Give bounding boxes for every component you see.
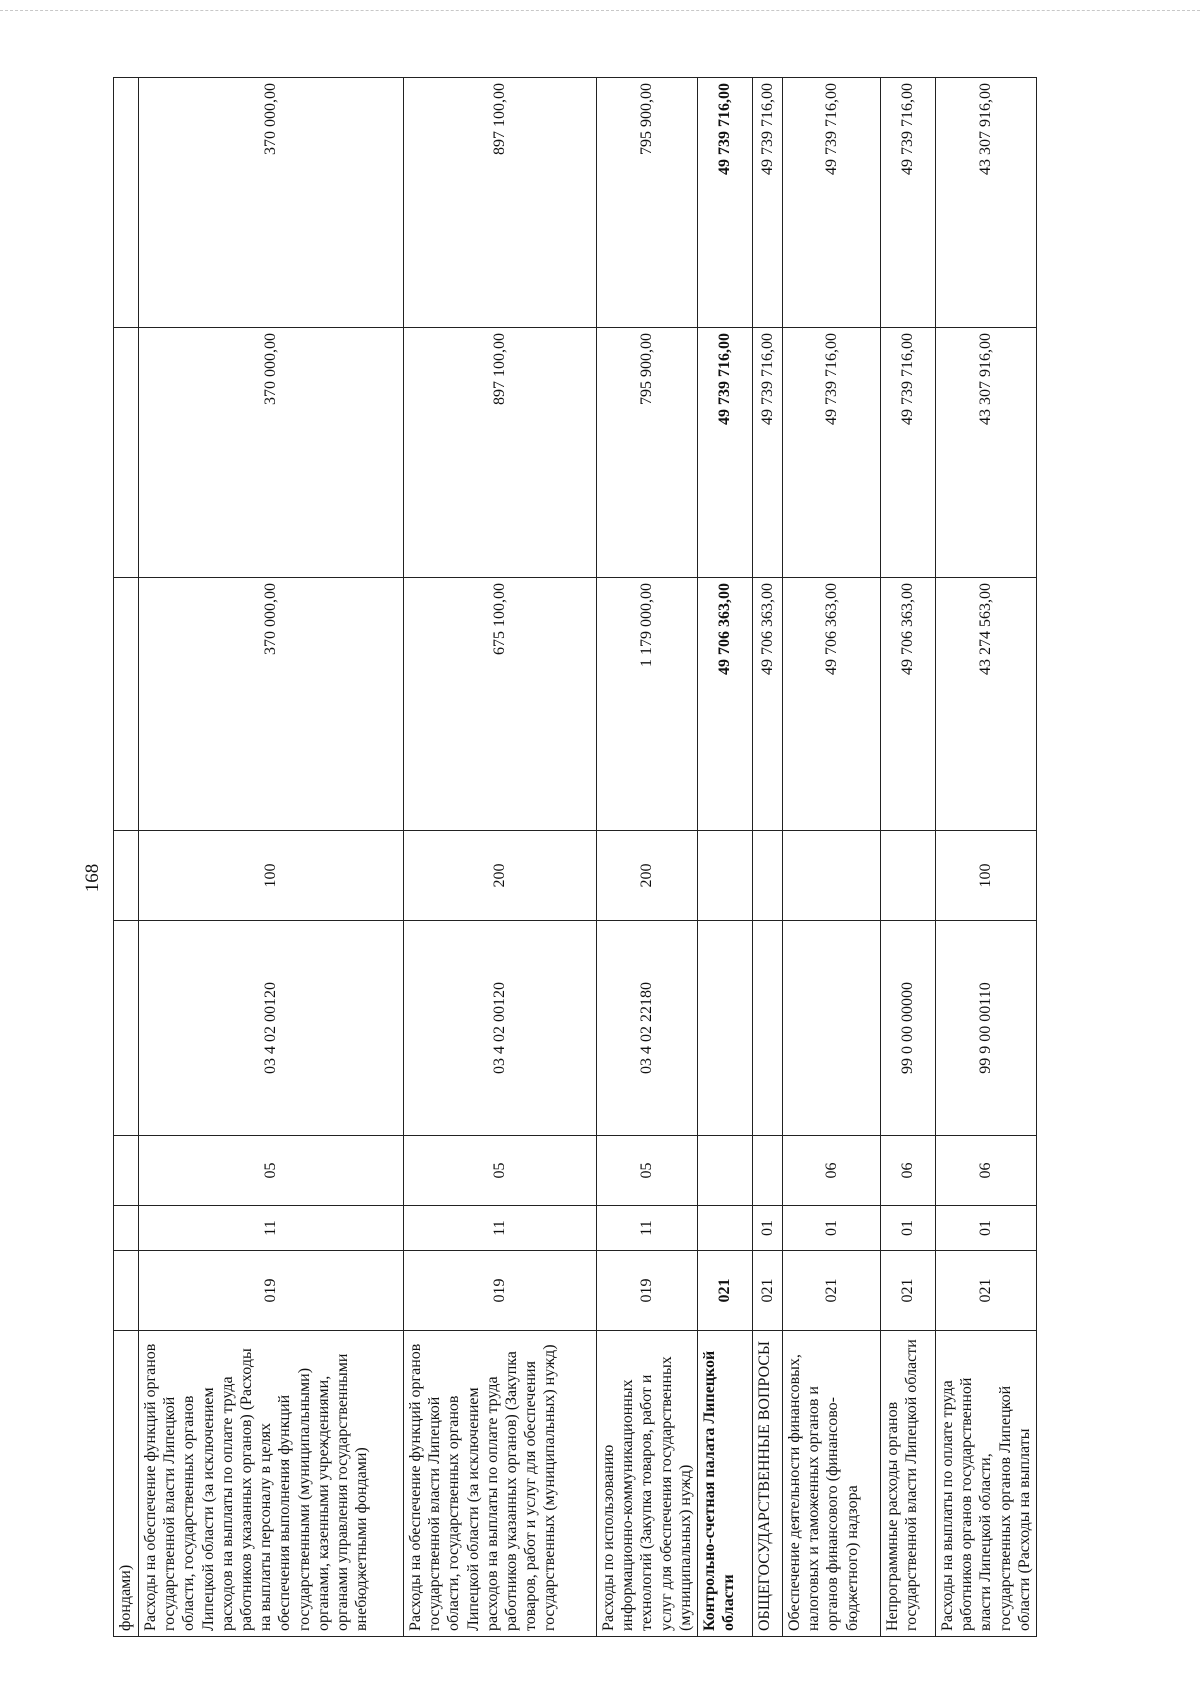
amount-year-1: 49 706 363,00 [697, 578, 752, 831]
amount-year-3: 897 100,00 [404, 78, 597, 328]
subsection-code: 05 [139, 1136, 404, 1206]
row-description: Расходы на выплаты по оплате труда работников органов государственной власти Липецкой области, государственных органов Липецкой области (Расходы на выплаты [935, 1331, 1036, 1637]
section-code: 11 [597, 1206, 698, 1251]
admin-code [114, 1251, 139, 1331]
amount-year-2 [114, 328, 139, 578]
amount-year-3: 49 739 716,00 [880, 78, 935, 328]
amount-year-1: 49 706 363,00 [880, 578, 935, 831]
amount-year-3: 370 000,00 [139, 78, 404, 328]
admin-code: 019 [404, 1251, 597, 1331]
table-row [935, 78, 1036, 1637]
target-article-code: 99 9 00 00110 [935, 921, 1036, 1136]
table-row [697, 78, 752, 1637]
admin-code: 021 [782, 1251, 880, 1331]
expense-type-code: 100 [935, 831, 1036, 921]
amount-year-1: 49 706 363,00 [752, 578, 782, 831]
rotated-table-container [113, 78, 1033, 1637]
target-article-code: 03 4 02 00120 [404, 921, 597, 1136]
budget-table [113, 77, 1037, 1637]
row-description: Расходы на обеспечение функций органов государственной власти Липецкой области, государственных органов Липецкой области (за исключением расходов на выплаты по оплате труда работников указанных органов) (Закупка товаров, работ и услуг для обеспечения государственных (муниципальных) нужд) [404, 1331, 597, 1637]
amount-year-3: 49 739 716,00 [697, 78, 752, 328]
admin-code: 019 [597, 1251, 698, 1331]
subsection-code: 06 [935, 1136, 1036, 1206]
section-code [114, 1206, 139, 1251]
admin-code: 021 [935, 1251, 1036, 1331]
page-number: 168 [82, 863, 103, 893]
row-description: Непрограммные расходы органов государственной власти Липецкой области [880, 1331, 935, 1637]
expense-type-code: 100 [139, 831, 404, 921]
amount-year-3: 43 307 916,00 [935, 78, 1036, 328]
target-article-code: 03 4 02 00120 [139, 921, 404, 1136]
amount-year-2: 897 100,00 [404, 328, 597, 578]
expense-type-code [697, 831, 752, 921]
amount-year-3 [114, 78, 139, 328]
amount-year-1: 1 179 000,00 [597, 578, 698, 831]
row-description: Контрольно-счетная палата Липецкой области [697, 1331, 752, 1637]
admin-code: 021 [880, 1251, 935, 1331]
admin-code: 021 [752, 1251, 782, 1331]
amount-year-1: 49 706 363,00 [782, 578, 880, 831]
budget-table-area [113, 78, 1033, 1637]
target-article-code [114, 921, 139, 1136]
amount-year-2: 49 739 716,00 [752, 328, 782, 578]
subsection-code: 05 [404, 1136, 597, 1206]
expense-type-code: 200 [597, 831, 698, 921]
amount-year-2: 795 900,00 [597, 328, 698, 578]
table-row [139, 78, 404, 1637]
section-code: 01 [752, 1206, 782, 1251]
expense-type-code [782, 831, 880, 921]
target-article-code [782, 921, 880, 1136]
expense-type-code [880, 831, 935, 921]
expense-type-code: 200 [404, 831, 597, 921]
subsection-code [114, 1136, 139, 1206]
section-code: 01 [782, 1206, 880, 1251]
table-row [752, 78, 782, 1637]
table-row [404, 78, 597, 1637]
subsection-code [752, 1136, 782, 1206]
target-article-code: 03 4 02 22180 [597, 921, 698, 1136]
admin-code: 019 [139, 1251, 404, 1331]
subsection-code: 05 [597, 1136, 698, 1206]
section-code: 01 [880, 1206, 935, 1251]
section-code: 11 [404, 1206, 597, 1251]
row-description: Расходы по использованию информационно-коммуникационных технологий (Закупка товаров, работ и услуг для обеспечения государственных (муниципальных) нужд) [597, 1331, 698, 1637]
amount-year-1: 675 100,00 [404, 578, 597, 831]
amount-year-2: 49 739 716,00 [880, 328, 935, 578]
table-row [597, 78, 698, 1637]
amount-year-2: 43 307 916,00 [935, 328, 1036, 578]
subsection-code: 06 [782, 1136, 880, 1206]
amount-year-1: 43 274 563,00 [935, 578, 1036, 831]
admin-code: 021 [697, 1251, 752, 1331]
subsection-code [697, 1136, 752, 1206]
table-row [782, 78, 880, 1637]
section-code: 01 [935, 1206, 1036, 1251]
expense-type-code [114, 831, 139, 921]
target-article-code [752, 921, 782, 1136]
amount-year-1: 370 000,00 [139, 578, 404, 831]
section-code: 11 [139, 1206, 404, 1251]
amount-year-3: 795 900,00 [597, 78, 698, 328]
target-article-code: 99 0 00 00000 [880, 921, 935, 1136]
section-code [697, 1206, 752, 1251]
table-row [114, 78, 139, 1637]
row-description: фондами) [114, 1331, 139, 1637]
scan-edge-line [0, 10, 1200, 11]
row-description: Обеспечение деятельности финансовых, налоговых и таможенных органов и органов финансового (финансово-бюджетного) надзора [782, 1331, 880, 1637]
amount-year-2: 49 739 716,00 [782, 328, 880, 578]
expense-type-code [752, 831, 782, 921]
row-description: ОБЩЕГОСУДАРСТВЕННЫЕ ВОПРОСЫ [752, 1331, 782, 1637]
subsection-code: 06 [880, 1136, 935, 1206]
amount-year-3: 49 739 716,00 [752, 78, 782, 328]
amount-year-2: 49 739 716,00 [697, 328, 752, 578]
amount-year-1 [114, 578, 139, 831]
table-row [880, 78, 935, 1637]
amount-year-3: 49 739 716,00 [782, 78, 880, 328]
row-description: Расходы на обеспечение функций органов государственной власти Липецкой области, государственных органов Липецкой области (за исключением расходов на выплаты по оплате труда работников указанных органов) (Расходы на выплаты персоналу в целях обеспечения выполнения функций государственными (муниципальными) органами, казенными учреждениями, органами управления государственными внебюджетными фондами) [139, 1331, 404, 1637]
amount-year-2: 370 000,00 [139, 328, 404, 578]
target-article-code [697, 921, 752, 1136]
